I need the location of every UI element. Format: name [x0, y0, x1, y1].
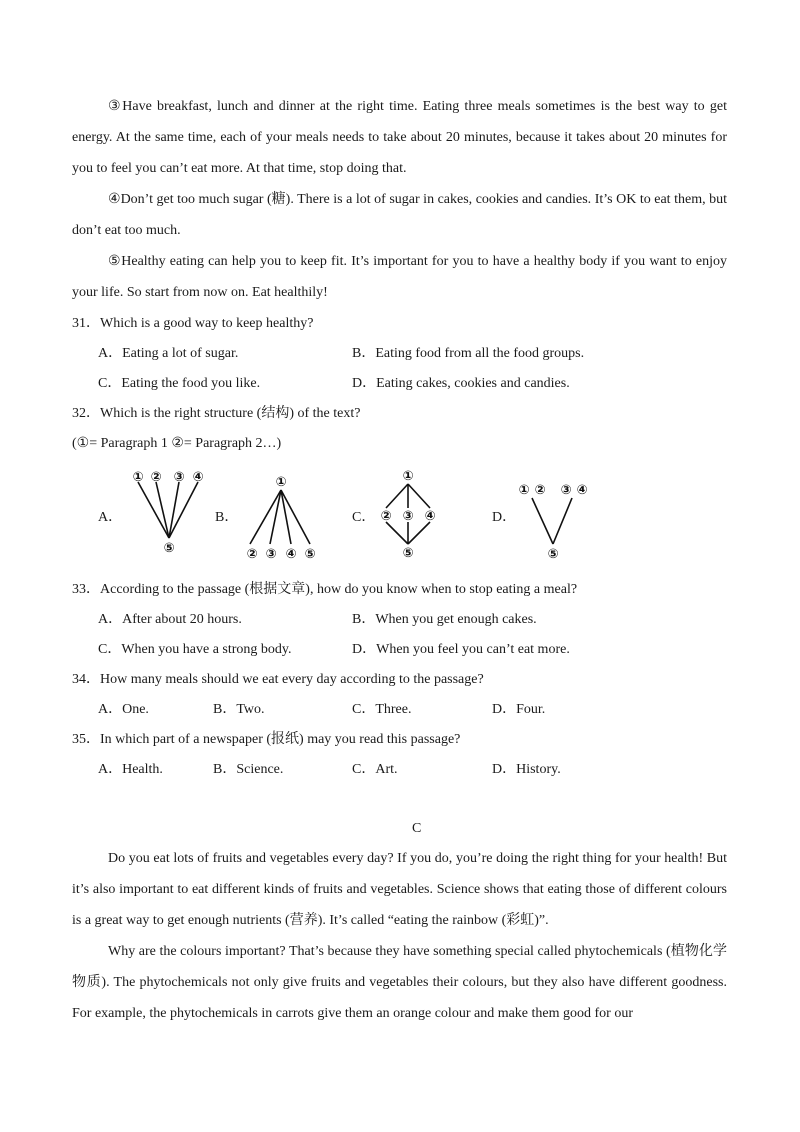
- question-number: 33．: [72, 582, 100, 597]
- question-35: [72, 731, 460, 749]
- option-31-c[interactable]: C．Eating the food you like.: [98, 376, 261, 391]
- option-33-c[interactable]: C．When you have a strong body.: [98, 642, 292, 657]
- option-32-d[interactable]: D．: [492, 510, 517, 525]
- passage-c-paragraph-2: Why are the colours important? That’s because they have something special called phytochemicals (植物化学物质). The phytochemicals not only give fruits and vegetables their colours, but they also have different goodness. For example, the phytochemicals in carrots give them an orange colour and make them good for our: [72, 944, 727, 1021]
- question-number: 34．: [72, 672, 100, 687]
- question-text: Which is a good way to keep healthy?: [100, 316, 314, 331]
- diagram-c-node: ⑤: [402, 546, 414, 560]
- option-34-c[interactable]: C．Three.: [352, 702, 412, 717]
- option-32-a[interactable]: A．: [98, 510, 123, 525]
- question-34: [72, 671, 484, 689]
- question-32-note: (①= Paragraph 1 ②= Paragraph 2…): [72, 436, 282, 451]
- diagram-b-node: ⑤: [304, 547, 316, 562]
- question-text: How many meals should we eat every day according to the passage?: [100, 672, 484, 687]
- structure-diagram-b[interactable]: [240, 470, 322, 562]
- option-35-d[interactable]: D．History.: [492, 762, 561, 777]
- question-number: 31．: [72, 316, 100, 331]
- diagram-c-node: ④: [424, 509, 436, 524]
- option-33-b[interactable]: B．When you get enough cakes.: [352, 612, 537, 627]
- option-31-d[interactable]: D．Eating cakes, cookies and candies.: [352, 376, 570, 391]
- question-text: In which part of a newspaper (报纸) may you read this passage?: [100, 732, 461, 747]
- option-32-b[interactable]: B．: [215, 510, 239, 525]
- paragraph-4: ④Don’t get too much sugar (糖). There is a lot of sugar in cakes, cookies and candies. It’s OK to eat them, but don’t eat too much.: [72, 192, 727, 238]
- diagram-a-node: ③: [173, 470, 185, 485]
- passage-c-paragraph-1: Do you eat lots of fruits and vegetables every day? If you do, you’re doing the right thing for your health! But it’s also important to eat different kinds of fruits and vegetables. Science shows that eating those of different colours is a great way to get enough nutrients (营养). It’s called “eating the rainbow (彩虹)”.: [72, 851, 727, 928]
- diagram-b-node: ④: [285, 547, 297, 562]
- structure-diagram-c[interactable]: [368, 464, 450, 560]
- question-32: [72, 405, 360, 423]
- diagram-d-node: ①: [518, 483, 530, 498]
- question-number: 35．: [72, 732, 100, 747]
- diagram-b-node: ③: [265, 547, 277, 562]
- option-35-c[interactable]: C．Art.: [352, 762, 398, 777]
- question-number: 32．: [72, 406, 100, 421]
- question-33: [72, 581, 577, 599]
- paragraph-3: ③Have breakfast, lunch and dinner at the right time. Eating three meals sometimes is the best way to get energy. At the same time, each of your meals needs to take about 20 minutes, because it takes about 20 minutes for you to feel you can’t eat more. At that time, stop doing that.: [72, 99, 727, 176]
- structure-diagram-a[interactable]: [128, 464, 210, 556]
- diagram-d-node: ③: [560, 483, 572, 498]
- option-34-b[interactable]: B．Two.: [213, 702, 265, 717]
- question-31: [72, 315, 313, 333]
- option-31-b[interactable]: B．Eating food from all the food groups.: [352, 346, 585, 361]
- diagram-c-node: ②: [380, 509, 392, 524]
- option-32-c[interactable]: C．: [352, 510, 376, 525]
- option-33-d[interactable]: D．When you feel you can’t eat more.: [352, 642, 570, 657]
- diagram-c-node: ③: [402, 509, 414, 524]
- option-34-a[interactable]: A．One.: [98, 702, 149, 717]
- diagram-a-node: ①: [132, 470, 144, 485]
- paragraph-5: ⑤Healthy eating can help you to keep fit. It’s important for you to have a healthy body if you want to enjoy your life. So start from now on. Eat healthily!: [72, 254, 727, 300]
- diagram-b-node: ②: [246, 547, 258, 562]
- question-text: Which is the right structure (结构) of the text?: [100, 406, 361, 421]
- structure-diagram-d[interactable]: [512, 478, 594, 562]
- diagram-a-node: ②: [150, 470, 162, 485]
- question-text: According to the passage (根据文章), how do you know when to stop eating a meal?: [100, 582, 578, 597]
- diagram-a-node: ④: [192, 470, 204, 485]
- diagram-d-node: ②: [534, 483, 546, 498]
- option-35-a[interactable]: A．Health.: [98, 762, 163, 777]
- diagram-a-node: ⑤: [163, 541, 175, 556]
- option-31-a[interactable]: A．Eating a lot of sugar.: [98, 346, 239, 361]
- diagram-b-node: ①: [275, 475, 287, 490]
- diagram-c-node: ①: [402, 469, 414, 484]
- option-34-d[interactable]: D．Four.: [492, 702, 546, 717]
- option-35-b[interactable]: B．Science.: [213, 762, 284, 777]
- section-heading-c: C: [412, 821, 422, 836]
- diagram-d-node: ④: [576, 483, 588, 498]
- option-33-a[interactable]: A．After about 20 hours.: [98, 612, 242, 627]
- diagram-d-node: ⑤: [547, 547, 559, 562]
